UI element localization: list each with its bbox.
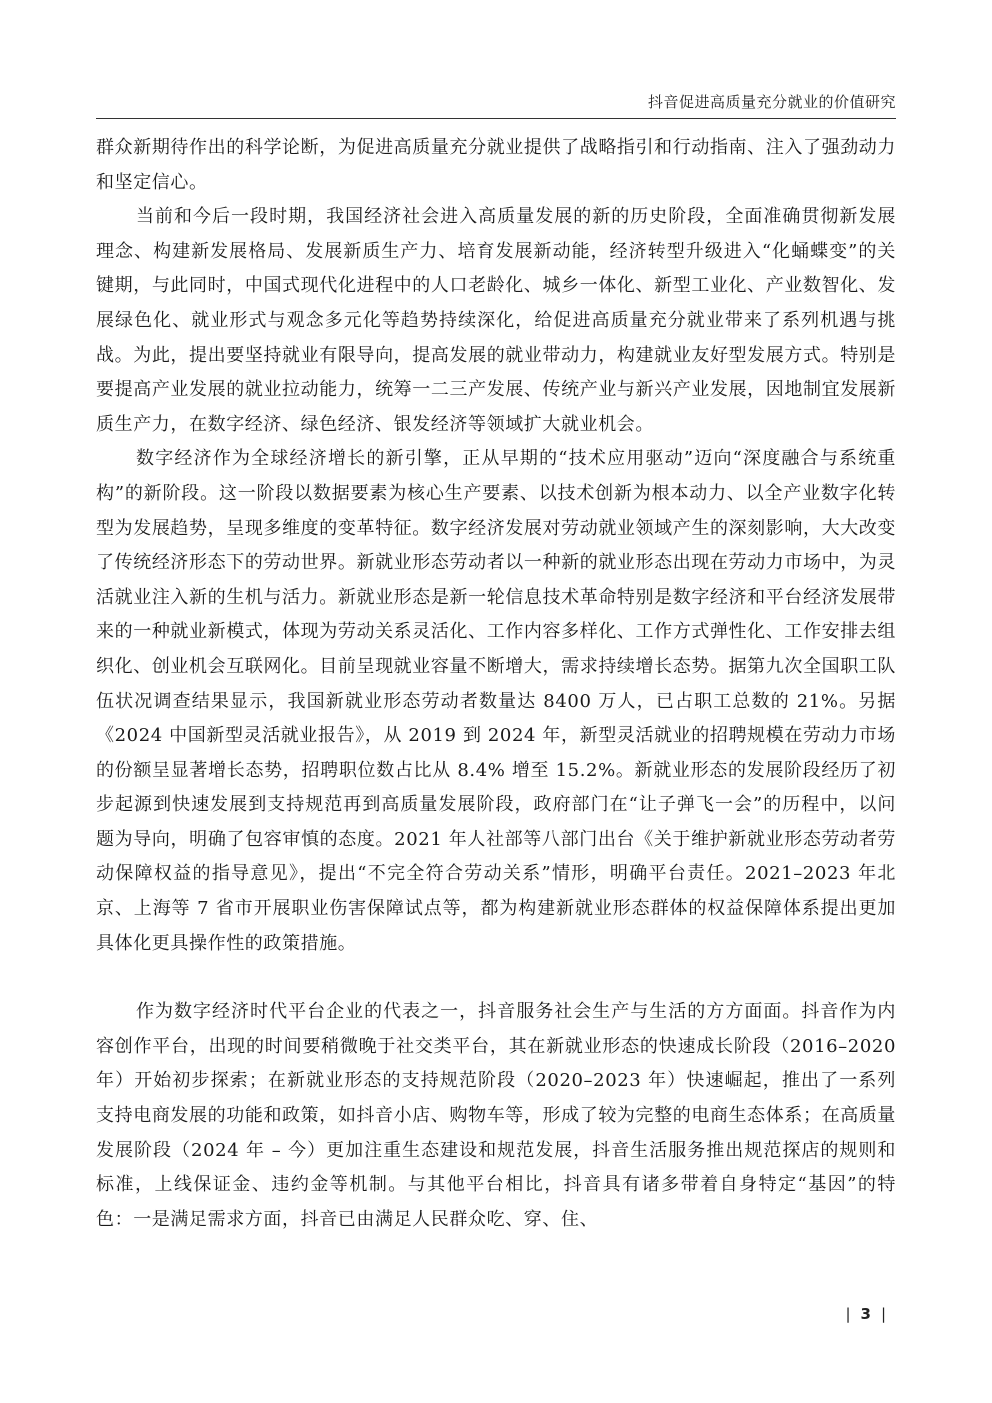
paragraph-4: 作为数字经济时代平台企业的代表之一，抖音服务社会生产与生活的方方面面。抖音作为内容创作平台，出现的时间要稍微晚于社交类平台，其在新就业形态的快速成长阶段（2016–2020 年）开始初步探索；在新就业形态的支持规范阶段（2020–2023 年）快速崛起，推出了一系列支持电商发展的功能和政策，如抖音小店、购物车等，形成了较为完整的电商生态体系；在高质量发展阶段（2024 年 – 今）更加注重生态建设和规范发展，抖音生活服务推出规范探店的规则和标准，上线保证金、违约金等机制。与其他平台相比，抖音具有诸多带着自身特定“基因”的特色：一是满足需求方面，抖音已由满足人民群众吃、穿、住、 xyxy=(96,1001,896,1230)
header-title: 抖音促进高质量充分就业的价值研究 xyxy=(647,93,896,111)
running-header xyxy=(96,88,896,119)
page-number-left-rule: | xyxy=(845,1305,853,1323)
paragraph-2: 当前和今后一段时期，我国经济社会进入高质量发展的新的历史阶段，全面准确贯彻新发展理念、构建新发展格局、发展新质生产力、培育发展新动能，经济转型升级进入“化蛹蝶变”的关键期，与此同时，中国式现代化进程中的人口老龄化、城乡一体化、新型工业化、产业数智化、发展绿色化、就业形式与观念多元化等趋势持续深化，给促进高质量充分就业带来了系列机遇与挑战。为此，提出要坚持就业有限导向，提高发展的就业带动力，构建就业友好型发展方式。特别是要提高产业发展的就业拉动能力，统筹一二三产发展、传统产业与新兴产业发展，因地制宜发展新质生产力，在数字经济、绿色经济、银发经济等领域扩大就业机会。 xyxy=(96,206,896,435)
paragraph-gap xyxy=(96,961,896,995)
page-number xyxy=(837,1305,896,1323)
body-text xyxy=(96,131,896,1237)
paragraph-1: 群众新期待作出的科学论断，为促进高质量充分就业提供了战略指引和行动指南、注入了强劲动力和坚定信心。 xyxy=(96,137,896,193)
paragraph-3: 数字经济作为全球经济增长的新引擎，正从早期的“技术应用驱动”迈向“深度融合与系统重构”的新阶段。这一阶段以数据要素为核心生产要素、以技术创新为根本动力、以全产业数字化转型为发展趋势，呈现多维度的变革特征。数字经济发展对劳动就业领域产生的深刻影响，大大改变了传统经济形态下的劳动世界。新就业形态劳动者以一种新的就业形态出现在劳动力市场中，为灵活就业注入新的生机与活力。新就业形态是新一轮信息技术革命特别是数字经济和平台经济发展带来的一种就业新模式，体现为劳动关系灵活化、工作内容多样化、工作方式弹性化、工作安排去组织化、创业机会互联网化。目前呈现就业容量不断增大，需求持续增长态势。据第九次全国职工队伍状况调查结果显示，我国新就业形态劳动者数量达 8400 万人，已占职工总数的 21%。另据《2024 中国新型灵活就业报告》，从 2019 到 2024 年，新型灵活就业的招聘规模在劳动力市场的份额呈显著增长态势，招聘职位数占比从 8.4% 增至 15.2%。新就业形态的发展阶段经历了初步起源到快速发展到支持规范再到高质量发展阶段，政府部门在“让子弹飞一会”的历程中，以问题为导向，明确了包容审慎的态度。2021 年人社部等八部门出台《关于维护新就业形态劳动者劳动保障权益的指导意见》，提出“不完全符合劳动关系”情形，明确平台责任。2021–2023 年北京、上海等 7 省市开展职业伤害保障试点等，都为构建新就业形态群体的权益保障体系提出更加具体化更具操作性的政策措施。 xyxy=(96,448,896,954)
page-number-right-rule: | xyxy=(880,1305,888,1323)
page-number-value: 3 xyxy=(860,1305,873,1323)
